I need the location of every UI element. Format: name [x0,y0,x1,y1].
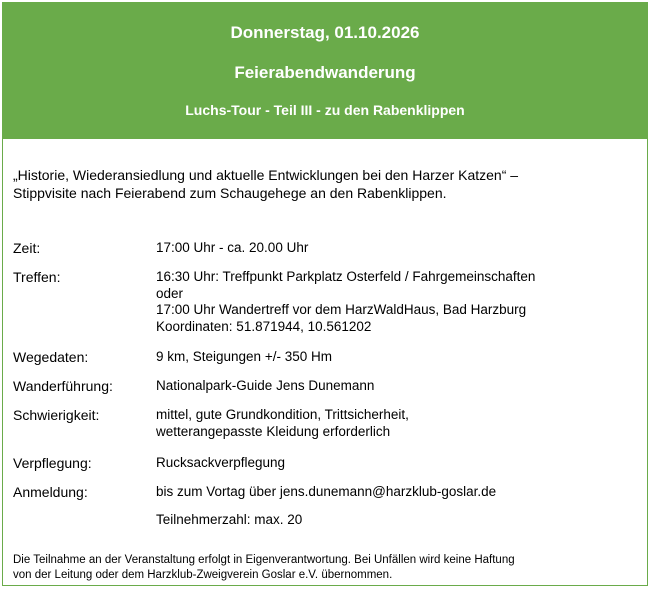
teilnehmer-value: Teilnehmerzahl: max. 20 [156,512,303,527]
treffen-value [156,269,535,335]
wanderfuehrung-value: Nationalpark-Guide Jens Dunemann [156,378,375,393]
wegedaten-label: Wegedaten: [13,349,89,365]
zeit-value: 17:00 Uhr - ca. 20.00 Uhr [156,240,309,255]
anmeldung-label: Anmeldung: [13,484,88,500]
event-card [2,2,648,586]
liability-disclaimer [13,553,633,583]
treffen-line-4: Koordinaten: 51.871944, 10.561202 [156,318,372,334]
verpflegung-value: Rucksackverpflegung [156,455,286,470]
event-date: Donnerstag, 01.10.2026 [230,23,420,42]
intro-line-2: Stippvisite nach Feierabend zum Schaugehege an den Rabenklippen. [13,185,447,201]
anmeldung-value: bis zum Vortag über jens.dunemann@harzklub-goslar.de [156,484,497,499]
treffen-line-3: 17:00 Uhr Wandertreff vor dem HarzWaldHaus, Bad Harzburg [156,302,527,317]
zeit-label: Zeit: [13,240,41,256]
schwierigkeit-line-1: mittel, gute Grundkondition, Trittsicherheit, [156,407,409,422]
treffen-line-1: 16:30 Uhr: Treffpunkt Parkplatz Osterfeld / Fahrgemeinschaften [156,269,536,284]
disclaimer-line-1: Die Teilnahme an der Veranstaltung erfolgt in Eigenverantwortung. Bei Unfällen wird keine Haftung [13,554,515,566]
event-subtitle: Luchs-Tour - Teil III - zu den Rabenklippen [185,102,465,118]
schwierigkeit-label: Schwierigkeit: [13,407,100,423]
event-header [3,3,647,139]
event-intro [13,166,621,202]
treffen-label: Treffen: [13,269,61,285]
treffen-line-2: oder [156,285,184,301]
wegedaten-value: 9 km, Steigungen +/- 350 Hm [156,349,332,364]
disclaimer-line-2: von der Leitung oder dem Harzklub-Zweigverein Goslar e.V. übernommen. [13,569,393,581]
schwierigkeit-line-2: wetterangepasste Kleidung erforderlich [156,423,391,439]
event-title: Feierabendwanderung [234,63,416,82]
intro-line-1: „Historie, Wiederansiedlung und aktuelle Entwicklungen bei den Harzer Katzen“ – [13,167,519,183]
schwierigkeit-value [156,407,409,440]
wanderfuehrung-label: Wanderführung: [13,378,113,394]
verpflegung-label: Verpflegung: [13,455,92,471]
